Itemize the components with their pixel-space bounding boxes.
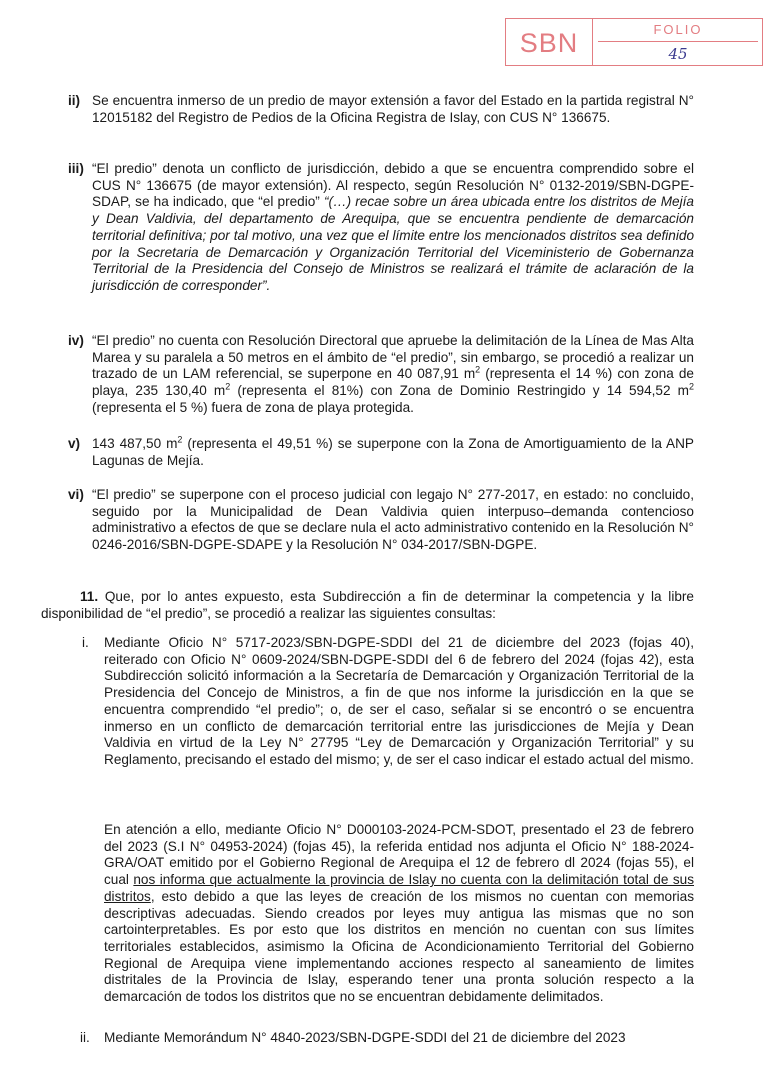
section-11-number: 11. [80,589,99,604]
consulta-i-followup [104,822,694,1006]
stamp-folio-label: FOLIO [598,19,758,42]
item-v-text-b: (representa el 49,51 %) se superpone con la Zona de Amortiguamiento de la ANP Lagunas de Mejía. [92,436,694,468]
item-iv-text [92,333,694,417]
item-iii-marker: iii) [68,161,84,176]
section-11-paragraph [41,589,694,622]
item-iv-sup3: 2 [688,381,694,392]
item-iii-quote: “(…) recae sobre un área ubicada entre los distritos de Mejía y Dean Valdivia, del departamento de Arequipa, que se encuentra pendiente de demarcación territorial definitiva; por tal motivo, una vez que el límite entre los mencionados distritos sea definido por la Secretaria de Demarcación y Organización Territorial del Viceministerio de Gobernanza Territorial de la Presidencia del Consejo de Ministros se realizará el trámite de aclaración de la jurisdicción de corresponder”. [92,194,694,293]
consulta-i-followup-underlined: nos informa que actualmente la provincia de Islay no cuenta con la delimitación total de sus distritos [104,872,694,904]
item-iv-marker: iv) [68,333,84,348]
item-iv-text-a: “El predio” no cuenta con Resolución Directoral que apruebe la delimitación de la Línea de Mas Alta Marea y su paralela a 50 metros en el ámbito de “el predio”, sin embargo, se procedió a realizar un trazado de un LAM referencial, se superpone en 40 087,91 m [92,333,694,382]
item-v-sup: 2 [177,434,183,445]
item-v-text [92,436,694,469]
item-v-text-a: 143 487,50 m [92,436,178,451]
item-vi-marker: vi) [68,487,84,502]
item-iii-text [92,161,694,295]
item-ii-marker: ii) [68,93,81,108]
item-iv-sup2: 2 [225,381,231,392]
item-iv-text-c: (representa el 81%) con Zona de Dominio Restringido y 14 594,52 m [230,383,689,399]
consulta-i-marker: i. [82,635,89,650]
item-ii-text: Se encuentra inmerso de un predio de mayor extensión a favor del Estado en la partida registral N° 12015182 del Registro de Pedios de la Oficina Registra de Islay, con CUS N° 136675. [92,93,694,125]
stamp-logo: SBN [506,19,593,65]
item-iii-text-a: “El predio” denota un conflicto de jurisdicción, debido a que se encuentra comprendido sobre el CUS N° 136675 (de mayor extensión). Al respecto, según Resolución N° 0132-2019/SBN-DGPE-SDAP, se ha indicado, que “el predio” [92,161,694,210]
consulta-ii-text: Mediante Memorándum N° 4840-2023/SBN-DGPE-SDDI del 21 de diciembre del 2023 [104,1030,626,1045]
folio-stamp [505,18,763,66]
consulta-i-followup-a: En atención a ello, mediante Oficio N° D000103-2024-PCM-SDOT, presentado el 23 de febrero del 2023 (S.I N° 04953-2024) (fojas 45), la referida entidad nos adjunta el Oficio N° 188-2024-GRA/OAT emitido por el Gobierno Regional de Arequipa el 12 de febrero dl 2024 (fojas 55), el cual [104,822,694,888]
consulta-ii-marker: ii. [80,1030,90,1045]
item-iv-text-b: (representa el 14 %) con zona de playa, 235 130,40 m [92,366,694,399]
stamp-folio-number: 45 [668,45,688,63]
item-iv-sup1: 2 [475,364,481,375]
consulta-i-text: Mediante Oficio N° 5717-2023/SBN-DGPE-SDDI del 21 de diciembre del 2023 (fojas 40), reiterado con Oficio N° 0609-2024/SBN-DGPE-SDDI del 6 de febrero del 2024 (fojas 42), esta Subdirección solicitó información a la Secretaría de Demarcación y Organización Territorial de la Presidencia del Concejo de Ministros, a fin de que nos informe la jurisdicción en la que se encuentra comprendido “el predio”; o, de ser el caso, señalar si se encontró o se encuentra inmerso en un conflicto de demarcación territorial entre las jurisdicciones de Mejía y Dean Valdivia en virtud de la Ley N° 27795 “Ley de Demarcación y Organización Territorial” y su Reglamento, precisando el estado del mismo; y, de ser el caso indicar el estado actual del mismo. [104,635,694,767]
item-v-marker: v) [68,436,81,451]
item-iv-text-d: (representa el 5 %) fuera de zona de playa protegida. [92,399,414,415]
item-vi-text: “El predio” se superpone con el proceso judicial con legajo N° 277-2017, en estado: no concluido, seguido por la Municipalidad de Dean Valdivia quien interpuso–demanda contencioso administrativo a efectos de que se declare nula el acto administrativo contenido en la Resolución N° 0246-2016/SBN-DGPE-SDAPE y la Resolución N° 034-2017/SBN-DGPE. [92,487,694,553]
consulta-i-followup-b: , esto debido a que las leyes de creación de los mismos no cuentan con memorias descriptivas adecuadas. Siendo creados por leyes muy antigua las mismas que no son cartointerpretables. Es por esto que los distritos en mención no cuentan con sus límites territoriales establecidos, asimismo la Oficina de Acondicionamiento Territorial del Gobierno Regional de Arequipa viene implementando acciones respecto al saneamiento de limites distritales de la Provincia de Islay, esperando tener una pronta solución respecto a la demarcación de todos los distritos que no se encuentran debidamente delimitados. [104,888,694,1005]
section-11-text: Que, por lo antes expuesto, esta Subdirección a fin de determinar la competencia y la libre disponibilidad de “el predio”, se procedió a realizar las siguientes consultas: [41,589,694,621]
